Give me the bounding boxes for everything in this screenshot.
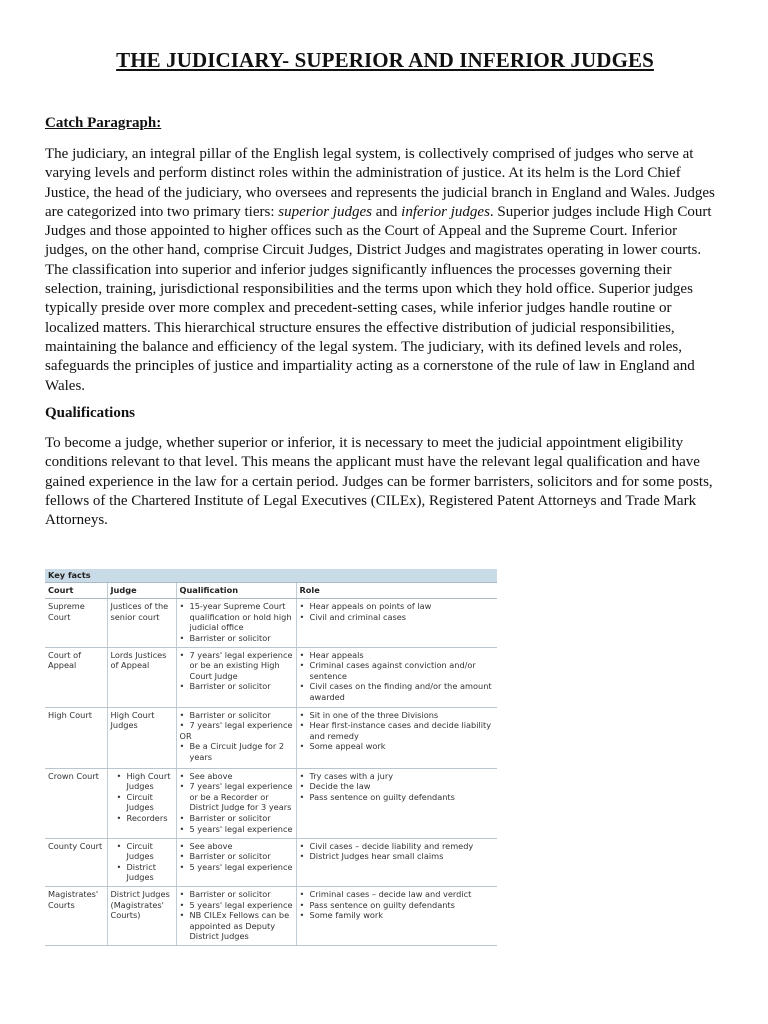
list-item: • 7 years' legal experience or be a Recorder or District Judge for 3 years: [180, 781, 293, 813]
qualification-cell: [176, 707, 296, 768]
judge-cell: Lords Justices of Appeal: [107, 647, 176, 707]
list-item: • 7 years' legal experience or be an existing High Court Judge: [180, 650, 293, 682]
table-row: [45, 647, 497, 707]
list-item: • Barrister or solicitor: [180, 889, 293, 900]
table-row: [45, 838, 497, 886]
list-item: • 5 years' legal experience: [180, 824, 293, 835]
list-item: • District Judges: [117, 862, 173, 883]
catch-paragraph: [45, 145, 721, 396]
list-item: • High Court Judges: [117, 771, 173, 792]
list-item: • Hear appeals: [300, 650, 495, 661]
list-item: • Civil cases on the finding and/or the amount awarded: [300, 681, 495, 702]
qualifications-heading: Qualifications: [45, 405, 136, 421]
qualifications-paragraph: To become a judge, whether superior or inferior, it is necessary to meet the judicial appointment eligibility conditions relevant to that level. This means the applicant must have the relevant legal qualification and have gained experience in the law for a certain period. Judges can be former barristers, solicitors and for some posts, fellows of the Chartered Institute of Legal Executives (CILEx), Registered Patent Attorneys and Trade Mark Attorneys.: [45, 435, 713, 529]
qualification-cell: [176, 838, 296, 886]
list-item: • Hear appeals on points of law: [300, 601, 495, 612]
list-item: • Criminal cases against conviction and/or sentence: [300, 660, 495, 681]
list-item: • Pass sentence on guilty defendants: [300, 792, 495, 803]
list-item: • Barrister or solicitor: [180, 710, 293, 721]
catch-text-2: and: [372, 203, 402, 220]
list-item: • 5 years' legal experience: [180, 900, 293, 911]
table-header-row: [45, 582, 497, 599]
catch-text-3: . Superior judges include High Court Judges and those appointed to higher offices such as the Court of Appeal and the Supreme Court. Inferior judges, on the other hand, comprise Circuit Judges, District Judges and magistrates operating in lower courts. The classification into superior and inferior judges significantly influences the processes governing their selection, training, jurisdictional responsibilities and the terms upon which they hold office. Superior judges typically preside over more complex and precedent-setting cases, while inferior judges handle routine or localized matters. This hierarchical structure ensures the effective distribution of judicial responsibilities, maintaining the balance and efficiency of the legal system. The judiciary, with its defined levels and roles, safeguards the principles of justice and impartiality acting as a cornerstone of the rule of law in England and Wales.: [45, 203, 712, 394]
key-facts-caption: Key facts: [45, 569, 497, 582]
list-item: • Pass sentence on guilty defendants: [300, 900, 495, 911]
table-row: [45, 886, 497, 945]
list-item: • Civil and criminal cases: [300, 612, 495, 623]
key-facts-table: [45, 569, 497, 946]
list-item: • 7 years' legal experience: [180, 720, 293, 731]
list-item: • Sit in one of the three Divisions: [300, 710, 495, 721]
list-item: • Some family work: [300, 910, 495, 921]
list-item: • Decide the law: [300, 781, 495, 792]
list-item: • Barrister or solicitor: [180, 681, 293, 692]
role-cell: [296, 599, 497, 647]
qualification-cell: [176, 647, 296, 707]
court-cell: High Court: [45, 707, 107, 768]
role-cell: [296, 707, 497, 768]
term-inferior-judges: inferior judges: [401, 203, 490, 220]
qualification-cell: [176, 599, 296, 647]
catch-text-1: The judiciary, an integral pillar of the English legal system, is collectively comprised of judges who serve at varying levels and perform distinct roles within the administration of justice. At its helm is the Lord Chief Justice, the head of the judiciary, who oversees and represents the judicial branch in England and Wales. Judges are categorized into two primary tiers:: [45, 146, 715, 220]
judge-cell: District Judges (Magistrates' Courts): [107, 886, 176, 945]
court-cell: County Court: [45, 838, 107, 886]
qualification-cell: [176, 886, 296, 945]
role-cell: [296, 886, 497, 945]
table-row: [45, 707, 497, 768]
list-item: • 5 years' legal experience: [180, 862, 293, 873]
list-item: • Barrister or solicitor: [180, 633, 293, 644]
catch-paragraph-heading: Catch Paragraph:: [45, 115, 162, 131]
list-item: • Civil cases – decide liability and remedy: [300, 841, 495, 852]
or-label: OR: [179, 730, 192, 741]
list-item: • 15-year Supreme Court qualification or hold high judicial office: [180, 601, 293, 633]
qualification-cell: [176, 768, 296, 838]
judge-cell: Justices of the senior court: [107, 599, 176, 647]
role-cell: [296, 647, 497, 707]
header-role: Role: [296, 582, 497, 599]
list-item: • Hear first-instance cases and decide liability and remedy: [300, 720, 495, 741]
table-row: [45, 599, 497, 647]
list-item: • See above: [180, 771, 293, 782]
court-cell: Magistrates' Courts: [45, 886, 107, 945]
list-item: • Try cases with a jury: [300, 771, 495, 782]
header-judge: Judge: [107, 582, 176, 599]
court-cell: Supreme Court: [45, 599, 107, 647]
table-row: [45, 768, 497, 838]
list-item: • Criminal cases – decide law and verdict: [300, 889, 495, 900]
list-item: • NB CILEx Fellows can be appointed as Deputy District Judges: [180, 910, 293, 942]
judge-cell: High Court Judges: [107, 707, 176, 768]
list-item: • Barrister or solicitor: [180, 813, 293, 824]
role-cell: [296, 768, 497, 838]
list-item: • Circuit Judges: [117, 841, 173, 862]
judge-cell: [107, 768, 176, 838]
judge-cell: [107, 838, 176, 886]
list-item: • See above: [180, 841, 293, 852]
list-item: • Recorders: [117, 813, 173, 824]
term-superior-judges: superior judges: [278, 203, 372, 220]
document-title: THE JUDICIARY- SUPERIOR AND INFERIOR JUDGES: [116, 48, 654, 72]
list-item: • District Judges hear small claims: [300, 851, 495, 862]
list-item: • Barrister or solicitor: [180, 851, 293, 862]
list-item: • Some appeal work: [300, 741, 495, 752]
header-court: Court: [45, 582, 107, 599]
court-cell: Crown Court: [45, 768, 107, 838]
list-item: • Circuit Judges: [117, 792, 173, 813]
court-cell: Court of Appeal: [45, 647, 107, 707]
role-cell: [296, 838, 497, 886]
header-qualification: Qualification: [176, 582, 296, 599]
list-item: • Be a Circuit Judge for 2 years: [180, 741, 293, 762]
